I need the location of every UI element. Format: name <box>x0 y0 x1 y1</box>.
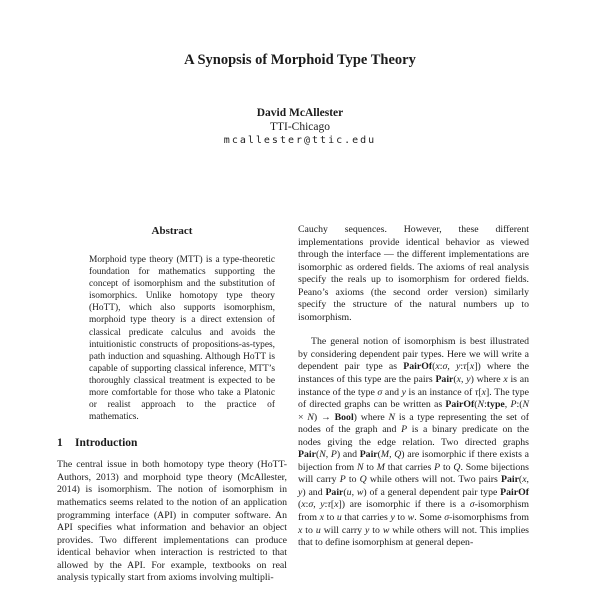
author-block <box>0 106 600 148</box>
section-title: Introduction <box>75 437 138 450</box>
author-email: mcallester@ttic.edu <box>223 135 377 146</box>
paper-title: A Synopsis of Morphoid Type Theory <box>184 52 416 68</box>
right-column <box>298 224 529 585</box>
intro-paragraphs <box>57 459 287 584</box>
left-column <box>57 224 287 585</box>
section-number: 1 <box>57 437 63 450</box>
paragraph: Cauchy sequences. However, these different implementations provide identical behavior as viewed through the interface — the different implementations are isomorphic as ordered fields. The axioms of real analysis specify the reals up to isomorphism for ordered fields. Peano’s axioms (the second order version) similarly specify the structure of the natural numbers up to isomorphism. <box>298 224 529 323</box>
paragraph: The general notion of isomorphism is best illustrated by considering dependent pair types. Here we will write a dependent pair type as PairOf(x:σ, y:τ[x]) where the instances of this type are the pairs Pair(x, y) where x is an instance of the type σ and y is an instance of τ[x]. The type of directed graphs can be written as PairOf(N:type, P:(N × N) → Bool) where N is a type representing the set of nodes of the graph and P is a binary predicate on the nodes giving the edge relation. Two directed graphs Pair(N, P) and Pair(M, Q) are isomorphic if there exists a bijection from N to M that carries P to Q. Some bijections will carry P to Q while others will not. Two pairs Pair(x, y) and Pair(u, w) of a general dependent pair type PairOf (x:σ, y:τ[x]) are isomorphic if there is a σ-isomorphism from x to u that carries y to w. Some σ-isomorphisms from x to u will carry y to w while others will not. This implies that to define isomorphism at general depen- <box>298 336 530 549</box>
section-heading-introduction <box>57 436 287 450</box>
abstract-text: Morphoid type theory (MTT) is a type-theoretic foundation for mathematics supporting the concept of isomorphism and the substitution of isomorphics. Unlike homotopy type theory (HoTT), which also supports isomorphism, morphoid type theory is a direct extension of classical predicate calculus and avoids the intuitionistic constructs of propositions-as-types, path induction and squashing. Although HoTT is capable of supporting classical inference, MTT’s thoroughly classical treatment is expected to be more comfortable for those who take a Platonic or realist approach to the practice of mathematics. <box>89 255 275 423</box>
paragraph: The central issue in both homotopy type theory (HoTT-Authors, 2013) and morphoid type theory (McAllester, 2014) is isomorphism. The notion of isomorphism in mathematics seems related to the notion of an application programming interface (API) in computer software. An API specifies what information and behavior an object provides. Two different implementations can produce identical behavior when interaction is restricted to that allowed by the API. For example, textbooks on real analysis typically start from axioms involving multipli- <box>57 459 287 584</box>
author-affiliation: TTI-Chicago <box>269 121 331 133</box>
two-column-body <box>57 224 529 585</box>
author-name: David McAllester <box>256 107 344 119</box>
abstract-heading: Abstract <box>151 225 193 237</box>
